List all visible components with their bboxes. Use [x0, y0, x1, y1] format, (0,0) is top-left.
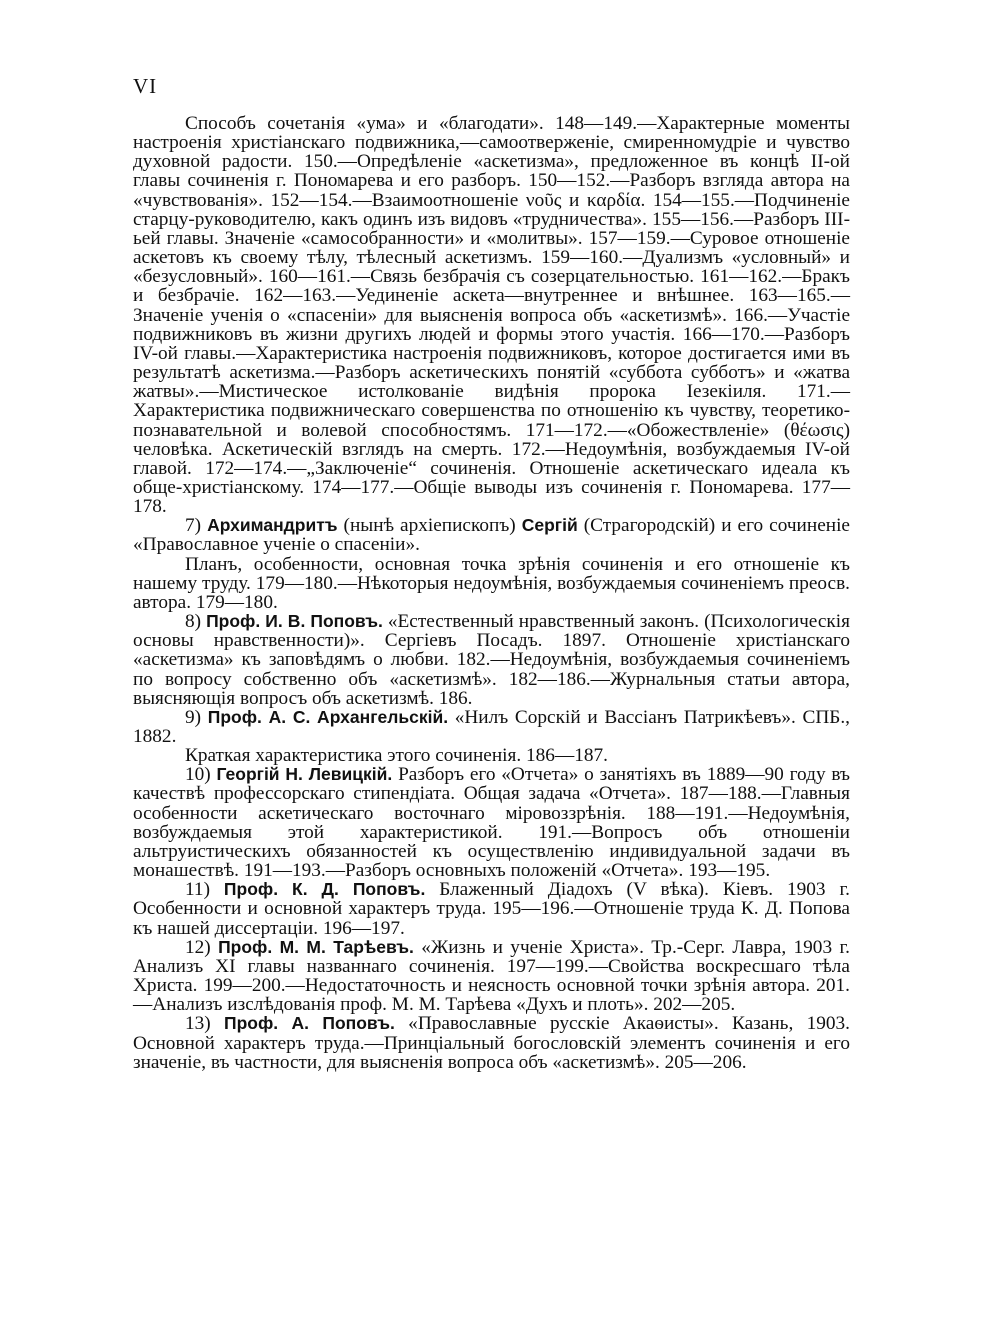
item-number: 13) [185, 1013, 225, 1035]
paragraph-item-7 [133, 516, 850, 554]
author-name-secondary: Сергій [521, 515, 578, 536]
item-text: «Жизнь и ученіе Христа». Тр.-Серг. Лавра, 1903 г. Анализъ XI главы названнаго сочиненія. 197—199.—Свойства воскресшаго тѣла Христа. 199—200.—Недостаточность и неясность основной точки зрѣнія автора. 201.—Анализъ изслѣдованія проф. М. М. Тарѣева «Духъ и плоть». 202—205. [133, 936, 850, 1016]
author-name: Проф. А. С. Архангельскій. [207, 706, 449, 727]
author-name: Проф. А. Поповъ. [224, 1013, 395, 1034]
author-title: (нынѣ архіепископъ) [337, 515, 522, 537]
item-number: 8) [185, 611, 207, 633]
item-text: (Страгородскій) и его сочиненіе «Православное ученіе о спасеніи». [133, 515, 850, 556]
paragraph-item-7-summary: Планъ, особенности, основная точка зрѣнія сочиненія и его отношеніе къ нашему труду. 179—180.—Нѣкоторыя недоумѣнія, возбуждаемыя сочиненіемъ преосв. автора. 179—180. [133, 553, 850, 613]
paragraph-item-12 [133, 938, 850, 1015]
paragraph-chapter-summary: Способъ сочетанія «ума» и «благодати». 148—149.—Характерные моменты настроенія христіанскаго подвижника,—самоотверженіе, смиренномудріе и чувство духовной радости. 150.—Опредѣленіе «аскетизма», предложенное въ концѣ II-ой главы сочиненія г. Пономарева и его разборъ. 150—152.—Разборъ взгляда автора на «чувствованія». 152—154.—Взаимоотношеніе νοῦς и καρδία. 154—155.—Подчиненіе старцу-руководителю, какъ одинъ изъ видовъ «трудничества». 155—156.—Разборъ III-ьей главы. Значеніе «самособранности» и «молитвы». 157—159.—Суровое отношеніе аскетовъ къ своему тѣлу, тѣлесный аскетизмъ. 159—160.—Дуализмъ «условный» и «безусловный». 160—161.—Связь безбрачія съ созерцательностью. 161—162.—Бракъ и безбрачіе. 162—163.—Уединеніе аскета—внутреннее и внѣшнее. 163—165.—Значеніе ученія о «спасеніи» для выясненія вопроса объ «аскетизмѣ». 166.—Участіе подвижниковъ въ жизни другихъ людей и формы этого участія. 166—170.—Разборъ IV-ой главы.—Характеристика настроенія подвижниковъ, которое достигается ими въ результатѣ аскетизма.—Разборъ аскетическихъ понятій «суббота субботъ» и «жатва жатвы».—Мистическое истолкованіе видѣнія пророка Іезекіиля. 171.—Характеристика подвижническаго совершенства по отношенію къ чувству, теоретико-познавательной и волевой способностямъ. 171—172.—«Обожествленіе» (θέωσις) человѣка. Аскетическій взглядъ на смерть. 172.—Недоумѣнія, возбуждаемыя IV-ой главой. 172—174.—„Заключеніе“ сочиненія. Отношеніе аскетическаго идеала къ обще-христіанскому. 174—177.—Общіе выводы изъ сочиненія г. Пономарева. 177—178. [133, 113, 850, 518]
item-text: Блаженный Діадохъ (V вѣка). Кіевъ. 1903 г. Особенности и основной характеръ труда. 195—196.—Отношеніе труда К. Д. Попова къ нашей диссертаціи. 196—197. [133, 879, 851, 939]
author-name: Проф. К. Д. Поповъ. [223, 879, 426, 900]
item-text: «Нилъ Сорскій и Вассіанъ Патрикѣевъ». СПБ., 1882. [133, 706, 850, 747]
item-number: 10) [185, 764, 217, 786]
item-number: 12) [185, 936, 219, 958]
paragraph-item-8 [133, 612, 850, 708]
author-name: Георгій Н. Левицкій. [216, 764, 393, 785]
item-text: Разборъ его «Отчета» о занятіяхъ въ 1889—90 году въ качествѣ профессорскаго стипендіата. Общая задача «Отчета». 187—188.—Главныя особенности аскетическаго восточнаго міровоззрѣнія. 188—191.—Недоумѣнія, возбуждаемыя этой характеристикой. 191.—Вопросъ объ отношеніи альтруистическихъ обязанностей къ осуществленію индивидуальной задачи въ монашествѣ. 191—193.—Разборъ основныхъ положеній «Отчета». 193—195. [133, 764, 850, 882]
paragraph-item-9-summary: Краткая характеристика этого сочиненія. 186—187. [185, 745, 608, 767]
item-number: 9) [185, 706, 208, 728]
paragraph-item-9 [133, 708, 850, 746]
author-name: Проф. М. М. Тарѣевъ. [218, 936, 414, 957]
item-text: «Православные русскіе Акаѳисты». Казань, 1903. Основной характеръ труда.—Принціальный богословскій элементъ сочиненія и его значеніе, въ частности, для выясненія вопроса объ «аскетизмѣ». 205—206. [133, 1013, 850, 1073]
item-number: 7) [185, 515, 208, 537]
paragraph-item-11 [133, 880, 850, 937]
page-number: VI [133, 74, 158, 98]
item-number: 11) [185, 879, 224, 901]
page-body [133, 114, 850, 1072]
item-text: «Естественный нравственный законъ. (Психологическія основы нравственности)». Сергіевъ Посадъ. 1897. Отношеніе христіанскаго «аскетизма» къ заповѣдямъ о любви. 182.—Недоумѣнія, возбуждаемыя сочиненіемъ по вопросу собственно объ «аскетизмѣ». 182—186.—Журнальныя статьи автора, выясняющія вопросъ объ аскетизмѣ. 186. [133, 611, 850, 709]
paragraph-item-10 [133, 765, 850, 880]
author-name: Архимандритъ [207, 515, 338, 536]
paragraph-item-13 [133, 1014, 850, 1071]
author-name: Проф. И. В. Поповъ. [206, 611, 383, 632]
